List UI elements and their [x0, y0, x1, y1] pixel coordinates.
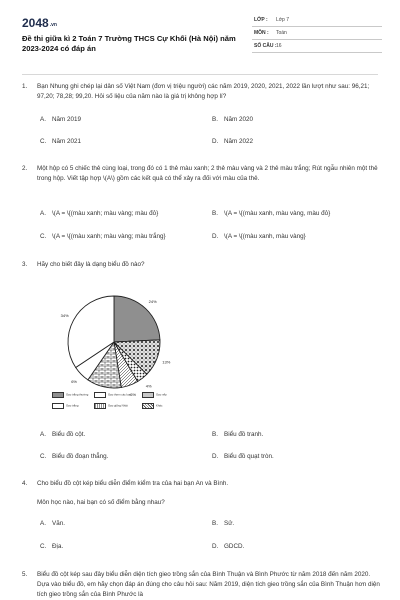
legend-item: Gạo thơm các loại: [94, 392, 131, 398]
header-divider: [22, 74, 378, 75]
meta-key: SỐ CÂU :: [254, 43, 277, 49]
legend-swatch: [52, 403, 64, 409]
option-4c[interactable]: C. Địa.: [40, 543, 64, 550]
option-4d[interactable]: D. GDCD.: [212, 543, 245, 550]
meta-class-row: [252, 14, 382, 27]
legend-item: Gạo trắng thường: [52, 392, 88, 398]
question-number: 4.: [22, 480, 28, 487]
legend-item: Gạo nếp: [142, 392, 167, 398]
question-5: [22, 570, 382, 600]
option-3c[interactable]: C. Biểu đồ đoạn thẳng.: [40, 453, 109, 460]
pie-value-label: 6%: [130, 392, 137, 398]
option-3b[interactable]: B. Biểu đồ tranh.: [212, 431, 264, 438]
option-2c[interactable]: C. \(A = \{(màu xanh; màu vàng; màu trắng}: [40, 233, 166, 240]
question-text: Một hộp có 5 chiếc thẻ cùng loại, trong đó có 1 thẻ màu xanh; 2 thẻ màu vàng và 2 thẻ màu trắng; Rút ngẫu nhiên một thẻ trong hộp. Viết tập hợp \(A\) gồm các kết quả có thể xảy ra đối với màu của thẻ.: [37, 165, 378, 182]
question-2: [22, 164, 382, 184]
question-number: 3.: [22, 261, 28, 268]
option-2a[interactable]: A. \(A = \{(màu xanh; màu vàng; màu đỏ}: [40, 210, 159, 217]
question-text: Bạn Nhung ghi chép lại dân số Việt Nam (đơn vị triệu người) các năm 2019, 2020, 2021, 2022 lần lượt như sau: 96,21; 97,20; 78,28; 99,20. Hỏi số liệu của năm nào là giá trị không hợp lí?: [37, 83, 370, 100]
pie-value-label: 13%: [162, 359, 171, 365]
meta-key: MÔN :: [254, 30, 269, 36]
legend-swatch: [142, 403, 154, 409]
option-3a[interactable]: A. Biểu đồ cột.: [40, 431, 86, 438]
legend-item: Gạo giống Nhật: [94, 403, 128, 409]
pie-value-label: 6%: [71, 378, 77, 384]
option-1b[interactable]: B. Năm 2020: [212, 116, 254, 123]
document-header: [22, 14, 382, 64]
question-text: Hãy cho biết đây là dạng biểu đồ nào?: [37, 261, 145, 268]
legend-item: Gạo trắng: [52, 403, 78, 409]
meta-value: 16: [276, 43, 282, 49]
legend-swatch: [142, 392, 154, 398]
option-3d[interactable]: D. Biểu đồ quạt tròn.: [212, 453, 274, 460]
question-4: [22, 479, 382, 489]
meta-count-row: [252, 40, 382, 53]
option-2b[interactable]: B. \(A = \{(màu xanh, màu vàng, màu đỏ}: [212, 210, 331, 217]
legend-swatch: [94, 392, 106, 398]
option-2d[interactable]: D. \(A = \{(màu xanh, màu vàng}: [212, 233, 306, 240]
pie-value-label: 24%: [148, 298, 157, 304]
meta-key: LỚP :: [254, 17, 268, 23]
question-4-subtext: [22, 498, 382, 508]
pie-value-label: 34%: [60, 313, 69, 319]
meta-subject-row: [252, 27, 382, 40]
question-number: 1.: [22, 83, 28, 90]
option-1c[interactable]: C. Năm 2021: [40, 138, 82, 145]
meta-value: Toán: [276, 30, 287, 36]
meta-value: Lớp 7: [276, 17, 290, 23]
option-1d[interactable]: D. Năm 2022: [212, 138, 254, 145]
option-4b[interactable]: B. Sử.: [212, 520, 235, 527]
question-number: 5.: [22, 571, 28, 578]
question-text: Biểu đồ cột kép sau đây biểu diễn diện tích gieo trồng sắn của Bình Thuận và Bình Phước từ năm 2018 đến năm 2020. Dựa vào biểu đồ, em hãy chọn đáp án đúng cho câu hỏi sau: Năm 2019, diện tích gieo trồng sắn của Bình Thuận hơn diện tích gieo trồng sắn của Bình Phước là: [37, 571, 380, 598]
question-1: [22, 82, 382, 102]
legend-item: Khác: [142, 403, 162, 409]
question-subtext: Môn học nào, hai bạn có số điểm bằng nhau?: [37, 499, 165, 506]
pie-value-label: 4%: [145, 383, 152, 389]
question-3: [22, 260, 382, 270]
site-logo[interactable]: 2048.vn: [22, 16, 57, 30]
option-4a[interactable]: A. Văn.: [40, 520, 65, 527]
question-text: Cho biểu đồ cột kép biểu diễn điểm kiểm tra của hai bạn An và Bình.: [37, 480, 229, 487]
chart-legend: [52, 390, 182, 418]
legend-swatch: [94, 403, 106, 409]
document-meta: [252, 14, 382, 53]
legend-swatch: [52, 392, 64, 398]
option-1a[interactable]: A. Năm 2019: [40, 116, 82, 123]
document-title: Đề thi giữa kì 2 Toán 7 Trường THCS Cự Khối (Hà Nội) năm 2023-2024 có đáp án: [22, 34, 236, 53]
question-number: 2.: [22, 165, 28, 172]
